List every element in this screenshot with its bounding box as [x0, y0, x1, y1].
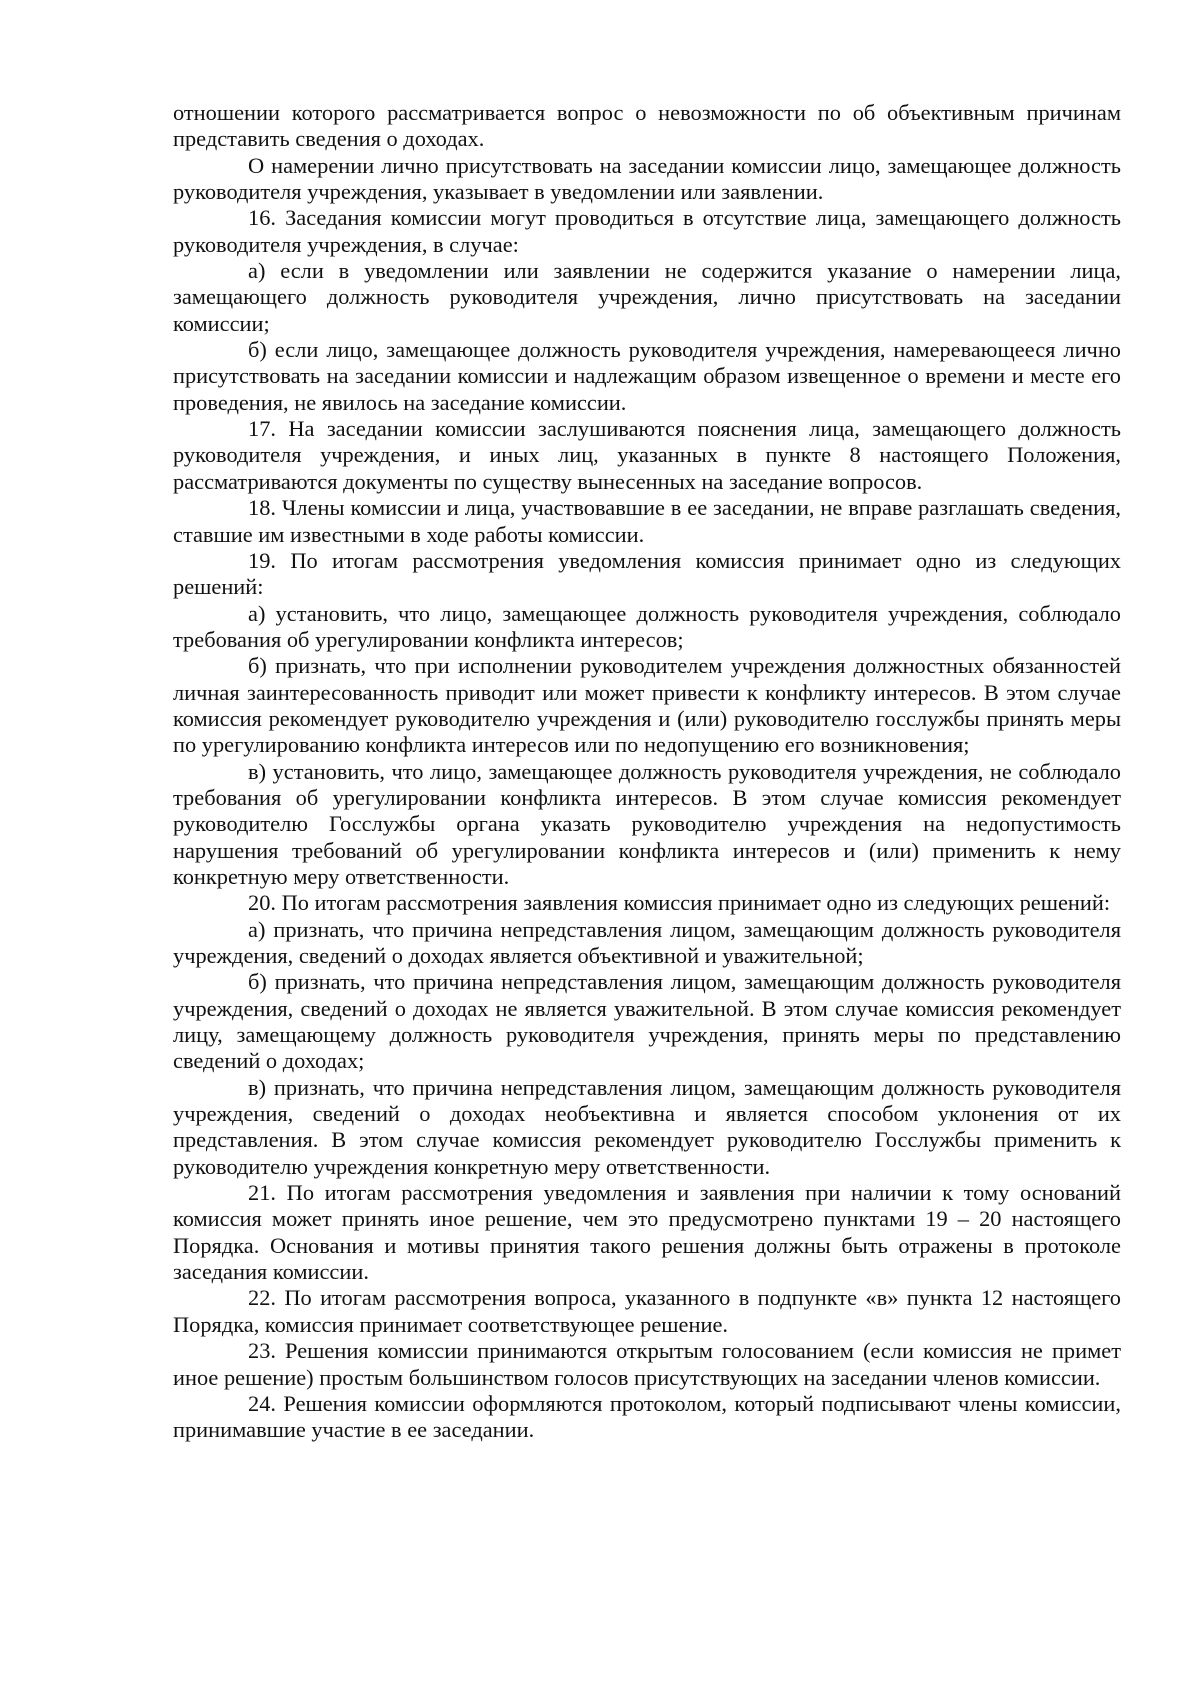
paragraph: в) признать, что причина непредставления лицом, замещающим должность руководителя учреждения, сведений о доходах необъективна и является способом уклонения от их представления. В этом случае комиссия рекомендует руководителю Госслужбы применить к руководителю учреждения конкретную меру ответственности.: [173, 1074, 1121, 1179]
paragraph: 18. Члены комиссии и лица, участвовавшие в ее заседании, не вправе разглашать сведения, ставшие им известными в ходе работы комиссии.: [173, 495, 1121, 547]
paragraph: отношении которого рассматривается вопрос о невозможности по об объективным причинам представить сведения о доходах.: [173, 100, 1121, 152]
paragraph: 21. По итогам рассмотрения уведомления и заявления при наличии к тому оснований комиссия может принять иное решение, чем это предусмотрено пунктами 19 – 20 настоящего Порядка. Основания и мотивы принятия такого решения должны быть отражены в протоколе заседания комиссии.: [173, 1180, 1121, 1285]
paragraph: 23. Решения комиссии принимаются открытым голосованием (если комиссия не примет иное решение) простым большинством голосов присутствующих на заседании членов комиссии.: [173, 1338, 1121, 1390]
paragraph: 20. По итогам рассмотрения заявления комиссия принимает одно из следующих решений:: [248, 890, 1111, 916]
paragraph: 16. Заседания комиссии могут проводиться в отсутствие лица, замещающего должность руководителя учреждения, в случае:: [173, 205, 1121, 257]
document-body: [173, 100, 1121, 1444]
paragraph: 22. По итогам рассмотрения вопроса, указанного в подпункте «в» пункта 12 настоящего Порядка, комиссия принимает соответствующее решение.: [173, 1285, 1121, 1337]
paragraph: в) установить, что лицо, замещающее должность руководителя учреждения, не соблюдало требования об урегулировании конфликта интересов. В этом случае комиссия рекомендует руководителю Госслужбы органа указать руководителю учреждения на недопустимость нарушения требований об урегулировании конфликта интересов и (или) применить к нему конкретную меру ответственности.: [173, 758, 1121, 889]
paragraph: 17. На заседании комиссии заслушиваются пояснения лица, замещающего должность руководителя учреждения, и иных лиц, указанных в пункте 8 настоящего Положения, рассматриваются документы по существу вынесенных на заседание вопросов.: [173, 416, 1121, 494]
paragraph: а) если в уведомлении или заявлении не содержится указание о намерении лица, замещающего должность руководителя учреждения, лично присутствовать на заседании комиссии;: [173, 258, 1121, 336]
paragraph: О намерении лично присутствовать на заседании комиссии лицо, замещающее должность руководителя учреждения, указывает в уведомлении или заявлении.: [173, 152, 1121, 205]
paragraph: б) признать, что при исполнении руководителем учреждения должностных обязанностей личная заинтересованность приводит или может привести к конфликту интересов. В этом случае комиссия рекомендует руководителю учреждения и (или) руководителю госслужбы принять меры по урегулированию конфликта интересов или по недопущению его возникновения;: [173, 653, 1121, 758]
paragraph: б) если лицо, замещающее должность руководителя учреждения, намеревающееся лично присутствовать на заседании комиссии и надлежащим образом извещенное о времени и месте его проведения, не явилось на заседание комиссии.: [173, 337, 1121, 415]
paragraph: 24. Решения комиссии оформляются протоколом, который подписывают члены комиссии, принимавшие участие в ее заседании.: [173, 1390, 1121, 1443]
paragraph: б) признать, что причина непредставления лицом, замещающим должность руководителя учреждения, сведений о доходах не является уважительной. В этом случае комиссия рекомендует лицу, замещающему должность руководителя учреждения, принять меры по представлению сведений о доходах;: [173, 969, 1121, 1074]
paragraph: а) признать, что причина непредставления лицом, замещающим должность руководителя учреждения, сведений о доходах является объективной и уважительной;: [173, 916, 1121, 968]
paragraph: 19. По итогам рассмотрения уведомления комиссия принимает одно из следующих решений:: [173, 547, 1121, 600]
paragraph: а) установить, что лицо, замещающее должность руководителя учреждения, соблюдало требования об урегулировании конфликта интересов;: [173, 600, 1121, 652]
